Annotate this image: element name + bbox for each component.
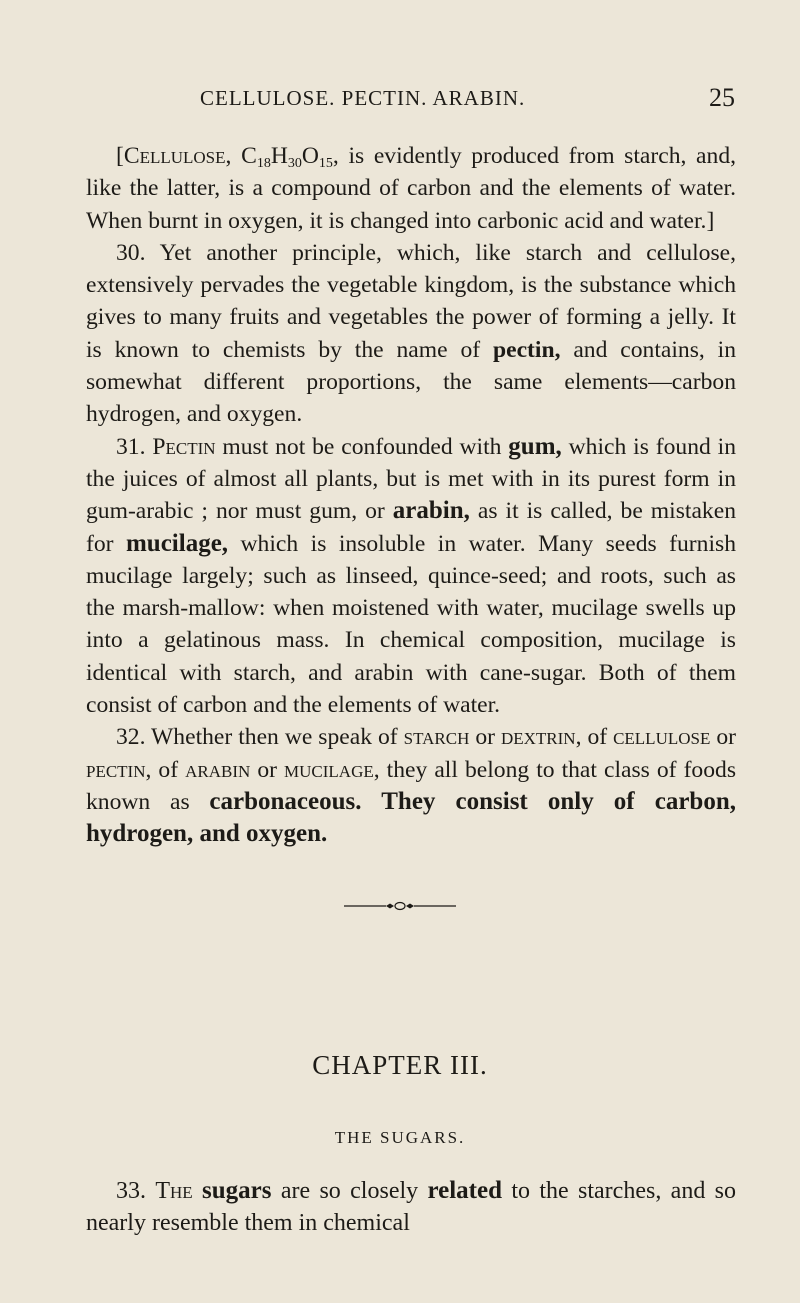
p33-the: The — [155, 1178, 193, 1204]
p33-number: 33. — [116, 1178, 156, 1204]
paragraph-31 — [86, 431, 736, 722]
p32-or-2: or — [710, 724, 736, 751]
p32-or-3: or — [250, 756, 285, 783]
term-cellulose: Cellulose — [123, 143, 226, 169]
term-arabin-sc: arabin — [185, 756, 251, 783]
page-number: 25 — [709, 83, 735, 112]
term-mucilage: mucilage, — [125, 529, 229, 557]
paragraph-30 — [86, 237, 736, 431]
p32-text-a: 32. Whether then we speak of — [116, 724, 404, 751]
term-gum: gum, — [508, 432, 562, 460]
p32-closing-sentence: They consist only of carbon, hydrogen, and oxygen. — [86, 787, 736, 848]
open-bracket: [ — [116, 143, 124, 169]
term-starch: starch — [403, 724, 470, 751]
chapter-heading: CHAPTER III. — [312, 1050, 488, 1080]
formula-o: O — [301, 143, 319, 169]
term-pectin: pectin, — [492, 336, 561, 363]
p30-text-a: 30. Yet another principle, which, like starch and cellulose, extensively pervades the vegetable kingdom, is the substance which gives to many fruits and vegetables the power of forming a jelly. It is known to chemists by the name of — [86, 239, 736, 363]
term-mucilage-sc: mucilage — [284, 756, 374, 783]
p31-text-c: as it is called, be mistaken for — [86, 498, 736, 557]
formula-o-sub: 15 — [318, 156, 333, 171]
p30-text-b: and contains, in somewhat different proportions, the same elements—carbon hydrogen, and oxygen. — [86, 336, 737, 428]
term-sugars: sugars — [202, 1177, 272, 1204]
term-dextrin: dextrin — [500, 724, 576, 751]
term-arabin: arabin, — [392, 497, 470, 525]
p32-or-1: or — [469, 724, 501, 751]
p31-text-b: which is found in the juices of almost all plants, but is met with in its purest form in gum-arabic ; nor must gum, or — [86, 433, 736, 525]
running-title: CELLULOSE. PECTIN. ARABIN. — [200, 86, 526, 110]
p31-text-a: must not be confounded with — [215, 433, 509, 460]
chapter-subtitle: THE SUGARS. — [334, 1128, 466, 1147]
formula-h: H — [270, 143, 288, 169]
p31-number: 31. — [116, 433, 153, 460]
body-text — [86, 140, 736, 851]
formula-c: C — [241, 143, 257, 169]
term-cellulose-sc: cellulose — [613, 724, 711, 751]
chemical-formula — [241, 143, 333, 169]
chapter-body-text — [86, 1175, 736, 1239]
term-pectin-sc: Pectin — [152, 433, 216, 460]
term-related: related — [427, 1177, 502, 1204]
paragraph-33 — [86, 1175, 736, 1239]
paragraph-32 — [86, 721, 736, 850]
paragraph-cellulose-text: , is evidently produced from starch, and, like the latter, is a compound of carbon and the elements of water. When burnt in oxygen, it is changed into carbonic acid and water.] — [86, 143, 737, 234]
p32-text-d: , they all belong to that class of foods known as — [86, 756, 737, 815]
p33-text-b: to the starches, and so nearly resemble them in chemical — [86, 1178, 736, 1236]
formula-h-sub: 30 — [287, 156, 302, 171]
p33-text-a: are so closely — [271, 1178, 428, 1204]
formula-c-sub: 18 — [256, 156, 271, 171]
p31-text-d: which is insoluble in water. Many seeds furnish mucilage largely; such as linseed, quince-seed; and roots, such as the marsh-mallow: when moistened with water, mucilage swells up into a gelatinous mass. In chemical composition, mucilage is identical with starch, and arabin with cane-sugar. Both of them consist of carbon and the elements of water. — [86, 530, 736, 719]
paragraph-cellulose — [86, 140, 736, 237]
p32-text-c: , of — [145, 756, 186, 783]
term-carbonaceous: carbonaceous. — [209, 787, 362, 815]
ornament-divider — [344, 900, 456, 912]
comma: , — [225, 143, 242, 169]
p32-text-b: , of — [575, 724, 614, 751]
term-pectin-sc2: pectin — [86, 756, 146, 783]
